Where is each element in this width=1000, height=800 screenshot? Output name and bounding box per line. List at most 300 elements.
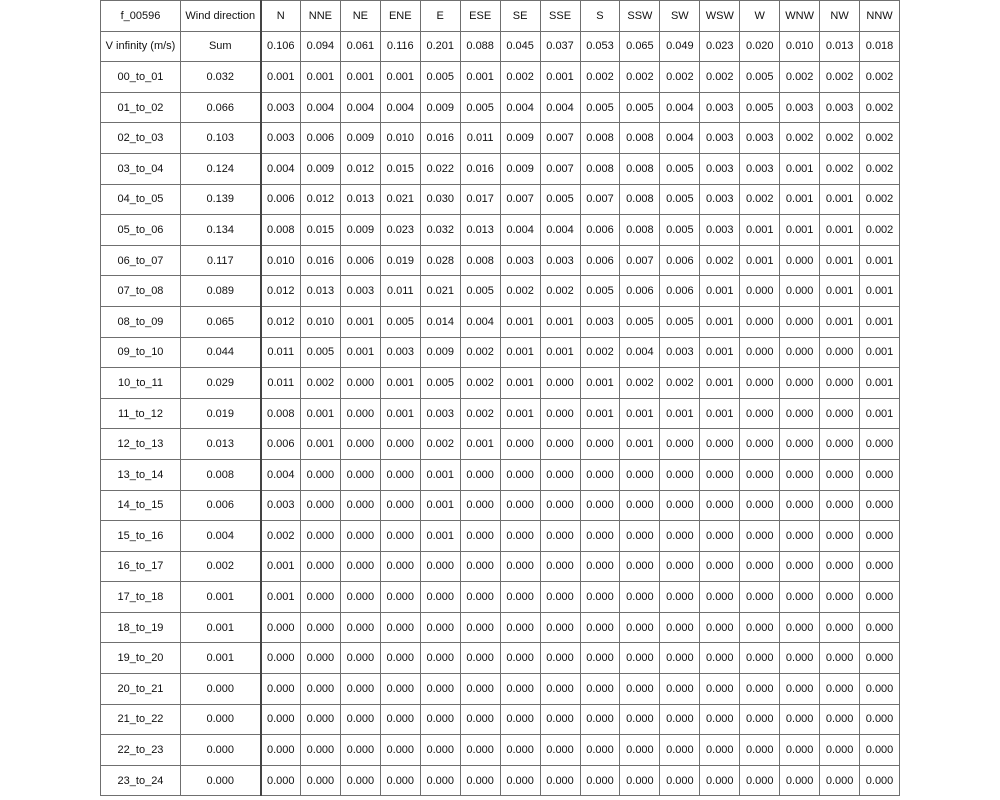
value-cell: 0.000 — [580, 490, 620, 521]
row-sum-cell: 0.001 — [181, 612, 261, 643]
speed-bin-cell: 01_to_02 — [101, 92, 181, 123]
value-cell: 0.000 — [500, 551, 540, 582]
row-sum-cell: 0.032 — [181, 62, 261, 93]
value-cell: 0.005 — [660, 153, 700, 184]
speed-bin-cell: 23_to_24 — [101, 765, 181, 796]
value-cell: 0.000 — [620, 735, 660, 766]
value-cell: 0.000 — [460, 674, 500, 705]
value-cell: 0.000 — [820, 398, 860, 429]
value-cell: 0.002 — [860, 62, 900, 93]
value-cell: 0.002 — [460, 368, 500, 399]
value-cell: 0.003 — [580, 306, 620, 337]
value-cell: 0.005 — [580, 92, 620, 123]
value-cell: 0.001 — [700, 337, 740, 368]
direction-total-cell: 0.053 — [580, 31, 620, 62]
value-cell: 0.005 — [620, 306, 660, 337]
value-cell: 0.000 — [340, 704, 380, 735]
value-cell: 0.000 — [780, 429, 820, 460]
direction-header-cell: E — [420, 1, 460, 32]
speed-bin-cell: 19_to_20 — [101, 643, 181, 674]
value-cell: 0.003 — [700, 92, 740, 123]
value-cell: 0.000 — [580, 674, 620, 705]
direction-total-cell: 0.013 — [820, 31, 860, 62]
value-cell: 0.003 — [340, 276, 380, 307]
value-cell: 0.000 — [820, 612, 860, 643]
speed-bin-cell: 09_to_10 — [101, 337, 181, 368]
value-cell: 0.001 — [860, 368, 900, 399]
value-cell: 0.000 — [340, 368, 380, 399]
table-row — [101, 337, 900, 368]
value-cell: 0.000 — [300, 459, 340, 490]
speed-bin-cell: 20_to_21 — [101, 674, 181, 705]
value-cell: 0.002 — [820, 62, 860, 93]
value-cell: 0.006 — [580, 215, 620, 246]
value-cell: 0.000 — [300, 735, 340, 766]
value-cell: 0.012 — [261, 306, 301, 337]
value-cell: 0.009 — [300, 153, 340, 184]
value-cell: 0.002 — [300, 368, 340, 399]
value-cell: 0.000 — [300, 551, 340, 582]
row-sum-cell: 0.044 — [181, 337, 261, 368]
value-cell: 0.000 — [540, 368, 580, 399]
value-cell: 0.003 — [500, 245, 540, 276]
direction-header-cell: S — [580, 1, 620, 32]
speed-bin-cell: 08_to_09 — [101, 306, 181, 337]
value-cell: 0.003 — [780, 92, 820, 123]
value-cell: 0.001 — [380, 398, 420, 429]
direction-total-cell: 0.116 — [380, 31, 420, 62]
value-cell: 0.005 — [740, 92, 780, 123]
value-cell: 0.005 — [300, 337, 340, 368]
table-row — [101, 521, 900, 552]
value-cell: 0.000 — [620, 459, 660, 490]
value-cell: 0.000 — [620, 674, 660, 705]
value-cell: 0.000 — [700, 704, 740, 735]
value-cell: 0.008 — [620, 123, 660, 154]
value-cell: 0.001 — [580, 398, 620, 429]
value-cell: 0.000 — [700, 582, 740, 613]
value-cell: 0.000 — [820, 337, 860, 368]
value-cell: 0.001 — [460, 429, 500, 460]
value-cell: 0.001 — [580, 368, 620, 399]
value-cell: 0.011 — [460, 123, 500, 154]
value-cell: 0.000 — [340, 735, 380, 766]
value-cell: 0.000 — [380, 643, 420, 674]
value-cell: 0.000 — [300, 582, 340, 613]
value-cell: 0.013 — [460, 215, 500, 246]
value-cell: 0.000 — [340, 429, 380, 460]
value-cell: 0.010 — [300, 306, 340, 337]
direction-header-cell: NNE — [300, 1, 340, 32]
table-row — [101, 123, 900, 154]
value-cell: 0.000 — [460, 765, 500, 796]
table-row — [101, 674, 900, 705]
table-row — [101, 306, 900, 337]
row-sum-cell: 0.124 — [181, 153, 261, 184]
value-cell: 0.000 — [660, 735, 700, 766]
value-cell: 0.000 — [340, 643, 380, 674]
value-cell: 0.000 — [380, 551, 420, 582]
table-row — [101, 643, 900, 674]
value-cell: 0.000 — [740, 398, 780, 429]
value-cell: 0.000 — [540, 765, 580, 796]
value-cell: 0.001 — [500, 306, 540, 337]
value-cell: 0.005 — [660, 184, 700, 215]
value-cell: 0.001 — [820, 306, 860, 337]
row-sum-cell: 0.008 — [181, 459, 261, 490]
value-cell: 0.000 — [340, 398, 380, 429]
value-cell: 0.000 — [380, 459, 420, 490]
value-cell: 0.003 — [261, 490, 301, 521]
value-cell: 0.014 — [420, 306, 460, 337]
value-cell: 0.000 — [540, 459, 580, 490]
value-cell: 0.000 — [660, 490, 700, 521]
value-cell: 0.000 — [460, 459, 500, 490]
direction-total-cell: 0.018 — [860, 31, 900, 62]
value-cell: 0.015 — [380, 153, 420, 184]
value-cell: 0.000 — [300, 704, 340, 735]
value-cell: 0.003 — [540, 245, 580, 276]
speed-bin-cell: 07_to_08 — [101, 276, 181, 307]
value-cell: 0.003 — [380, 337, 420, 368]
value-cell: 0.000 — [540, 398, 580, 429]
direction-header-cell: ENE — [380, 1, 420, 32]
value-cell: 0.000 — [780, 337, 820, 368]
value-cell: 0.002 — [620, 368, 660, 399]
speed-bin-cell: 16_to_17 — [101, 551, 181, 582]
value-cell: 0.002 — [261, 521, 301, 552]
table-row — [101, 92, 900, 123]
value-cell: 0.000 — [340, 551, 380, 582]
value-cell: 0.002 — [860, 123, 900, 154]
value-cell: 0.000 — [740, 276, 780, 307]
table-row — [101, 184, 900, 215]
value-cell: 0.000 — [540, 521, 580, 552]
value-cell: 0.000 — [700, 551, 740, 582]
value-cell: 0.002 — [580, 337, 620, 368]
value-cell: 0.000 — [700, 765, 740, 796]
value-cell: 0.000 — [660, 459, 700, 490]
row-sum-cell: 0.004 — [181, 521, 261, 552]
value-cell: 0.000 — [580, 704, 620, 735]
value-cell: 0.032 — [420, 215, 460, 246]
value-cell: 0.001 — [860, 245, 900, 276]
value-cell: 0.006 — [620, 276, 660, 307]
direction-total-cell: 0.106 — [261, 31, 301, 62]
direction-total-cell: 0.094 — [300, 31, 340, 62]
table-row — [101, 735, 900, 766]
value-cell: 0.000 — [700, 612, 740, 643]
value-cell: 0.001 — [261, 62, 301, 93]
speed-bin-cell: 06_to_07 — [101, 245, 181, 276]
row-sum-cell: 0.029 — [181, 368, 261, 399]
value-cell: 0.004 — [460, 306, 500, 337]
value-cell: 0.000 — [500, 765, 540, 796]
value-cell: 0.000 — [620, 765, 660, 796]
value-cell: 0.012 — [300, 184, 340, 215]
value-cell: 0.000 — [340, 521, 380, 552]
value-cell: 0.012 — [340, 153, 380, 184]
value-cell: 0.000 — [340, 674, 380, 705]
value-cell: 0.008 — [620, 215, 660, 246]
row-sum-cell: 0.002 — [181, 551, 261, 582]
value-cell: 0.008 — [580, 153, 620, 184]
value-cell: 0.003 — [700, 123, 740, 154]
table-row — [101, 429, 900, 460]
value-cell: 0.000 — [580, 429, 620, 460]
row-sum-cell: 0.103 — [181, 123, 261, 154]
value-cell: 0.000 — [420, 582, 460, 613]
direction-total-cell: 0.037 — [540, 31, 580, 62]
value-cell: 0.000 — [261, 704, 301, 735]
value-cell: 0.007 — [620, 245, 660, 276]
value-cell: 0.000 — [420, 612, 460, 643]
value-cell: 0.000 — [460, 704, 500, 735]
direction-total-cell: 0.023 — [700, 31, 740, 62]
value-cell: 0.001 — [780, 184, 820, 215]
value-cell: 0.000 — [580, 551, 620, 582]
value-cell: 0.001 — [420, 490, 460, 521]
value-cell: 0.001 — [660, 398, 700, 429]
table-row — [101, 459, 900, 490]
speed-bin-cell: 21_to_22 — [101, 704, 181, 735]
value-cell: 0.000 — [740, 704, 780, 735]
speed-bin-cell: 13_to_14 — [101, 459, 181, 490]
value-cell: 0.000 — [540, 643, 580, 674]
value-cell: 0.000 — [460, 612, 500, 643]
value-cell: 0.000 — [820, 551, 860, 582]
value-cell: 0.000 — [380, 704, 420, 735]
value-cell: 0.000 — [380, 765, 420, 796]
value-cell: 0.004 — [340, 92, 380, 123]
value-cell: 0.000 — [700, 643, 740, 674]
value-cell: 0.002 — [500, 276, 540, 307]
value-cell: 0.000 — [860, 612, 900, 643]
value-cell: 0.006 — [261, 429, 301, 460]
speed-bin-cell: 12_to_13 — [101, 429, 181, 460]
value-cell: 0.000 — [340, 582, 380, 613]
value-cell: 0.000 — [620, 490, 660, 521]
value-cell: 0.001 — [300, 62, 340, 93]
value-cell: 0.004 — [540, 215, 580, 246]
wind-frequency-table — [100, 0, 900, 796]
value-cell: 0.000 — [500, 490, 540, 521]
value-cell: 0.003 — [261, 123, 301, 154]
value-cell: 0.002 — [780, 123, 820, 154]
value-cell: 0.004 — [261, 459, 301, 490]
value-cell: 0.000 — [780, 306, 820, 337]
value-cell: 0.000 — [420, 674, 460, 705]
table-row — [101, 704, 900, 735]
value-cell: 0.000 — [540, 674, 580, 705]
value-cell: 0.004 — [540, 92, 580, 123]
value-cell: 0.001 — [860, 398, 900, 429]
value-cell: 0.021 — [420, 276, 460, 307]
value-cell: 0.001 — [780, 215, 820, 246]
direction-header-cell: NW — [820, 1, 860, 32]
value-cell: 0.002 — [860, 153, 900, 184]
value-cell: 0.001 — [380, 62, 420, 93]
value-cell: 0.001 — [460, 62, 500, 93]
table-row — [101, 276, 900, 307]
row-sum-cell: 0.065 — [181, 306, 261, 337]
value-cell: 0.003 — [261, 92, 301, 123]
direction-total-cell: 0.061 — [340, 31, 380, 62]
value-cell: 0.001 — [540, 62, 580, 93]
value-cell: 0.005 — [460, 276, 500, 307]
value-cell: 0.002 — [820, 123, 860, 154]
value-cell: 0.000 — [740, 490, 780, 521]
direction-total-cell: 0.045 — [500, 31, 540, 62]
direction-header-cell: ESE — [460, 1, 500, 32]
value-cell: 0.000 — [540, 582, 580, 613]
value-cell: 0.000 — [340, 612, 380, 643]
value-cell: 0.002 — [660, 368, 700, 399]
table-row — [101, 245, 900, 276]
value-cell: 0.003 — [700, 215, 740, 246]
value-cell: 0.000 — [780, 582, 820, 613]
value-cell: 0.000 — [740, 765, 780, 796]
value-cell: 0.009 — [340, 123, 380, 154]
value-cell: 0.000 — [860, 704, 900, 735]
value-cell: 0.000 — [580, 521, 620, 552]
value-cell: 0.028 — [420, 245, 460, 276]
value-cell: 0.009 — [340, 215, 380, 246]
value-cell: 0.000 — [820, 704, 860, 735]
value-cell: 0.000 — [700, 490, 740, 521]
row-sum-cell: 0.000 — [181, 735, 261, 766]
value-cell: 0.013 — [340, 184, 380, 215]
value-cell: 0.000 — [660, 704, 700, 735]
value-cell: 0.010 — [261, 245, 301, 276]
value-cell: 0.000 — [580, 459, 620, 490]
value-cell: 0.011 — [261, 368, 301, 399]
value-cell: 0.004 — [380, 92, 420, 123]
direction-total-cell: 0.020 — [740, 31, 780, 62]
value-cell: 0.000 — [820, 521, 860, 552]
value-cell: 0.001 — [820, 215, 860, 246]
table-row — [101, 62, 900, 93]
value-cell: 0.016 — [460, 153, 500, 184]
value-cell: 0.000 — [660, 765, 700, 796]
row-sum-cell: 0.066 — [181, 92, 261, 123]
value-cell: 0.000 — [261, 674, 301, 705]
value-cell: 0.000 — [660, 429, 700, 460]
row-sum-cell: 0.134 — [181, 215, 261, 246]
value-cell: 0.000 — [660, 643, 700, 674]
value-cell: 0.000 — [740, 429, 780, 460]
table-row — [101, 215, 900, 246]
value-cell: 0.001 — [700, 306, 740, 337]
value-cell: 0.000 — [540, 551, 580, 582]
speed-label: V infinity (m/s) — [101, 31, 181, 62]
value-cell: 0.001 — [700, 368, 740, 399]
value-cell: 0.000 — [340, 765, 380, 796]
value-cell: 0.004 — [660, 92, 700, 123]
value-cell: 0.002 — [420, 429, 460, 460]
value-cell: 0.015 — [300, 215, 340, 246]
value-cell: 0.000 — [780, 398, 820, 429]
value-cell: 0.001 — [300, 429, 340, 460]
row-sum-cell: 0.000 — [181, 674, 261, 705]
value-cell: 0.000 — [380, 735, 420, 766]
value-cell: 0.000 — [820, 368, 860, 399]
value-cell: 0.012 — [261, 276, 301, 307]
value-cell: 0.000 — [620, 521, 660, 552]
value-cell: 0.000 — [580, 765, 620, 796]
row-sum-cell: 0.000 — [181, 765, 261, 796]
value-cell: 0.000 — [420, 551, 460, 582]
value-cell: 0.000 — [580, 735, 620, 766]
row-sum-cell: 0.001 — [181, 643, 261, 674]
value-cell: 0.003 — [700, 184, 740, 215]
value-cell: 0.000 — [860, 551, 900, 582]
value-cell: 0.001 — [340, 337, 380, 368]
value-cell: 0.003 — [420, 398, 460, 429]
value-cell: 0.009 — [500, 153, 540, 184]
speed-bin-cell: 17_to_18 — [101, 582, 181, 613]
value-cell: 0.000 — [860, 429, 900, 460]
value-cell: 0.006 — [660, 276, 700, 307]
value-cell: 0.001 — [700, 398, 740, 429]
value-cell: 0.000 — [420, 643, 460, 674]
value-cell: 0.000 — [740, 337, 780, 368]
speed-bin-cell: 15_to_16 — [101, 521, 181, 552]
value-cell: 0.001 — [500, 368, 540, 399]
speed-bin-cell: 05_to_06 — [101, 215, 181, 246]
value-cell: 0.005 — [580, 276, 620, 307]
value-cell: 0.000 — [380, 490, 420, 521]
direction-total-cell: 0.065 — [620, 31, 660, 62]
value-cell: 0.000 — [540, 735, 580, 766]
speed-bin-cell: 22_to_23 — [101, 735, 181, 766]
value-cell: 0.000 — [700, 459, 740, 490]
value-cell: 0.001 — [340, 62, 380, 93]
direction-header-cell: WNW — [780, 1, 820, 32]
value-cell: 0.000 — [580, 582, 620, 613]
row-sum-cell: 0.139 — [181, 184, 261, 215]
value-cell: 0.000 — [820, 765, 860, 796]
value-cell: 0.000 — [300, 765, 340, 796]
value-cell: 0.016 — [300, 245, 340, 276]
value-cell: 0.000 — [660, 521, 700, 552]
table-row — [101, 490, 900, 521]
value-cell: 0.008 — [261, 215, 301, 246]
value-cell: 0.000 — [460, 551, 500, 582]
value-cell: 0.000 — [540, 704, 580, 735]
value-cell: 0.001 — [500, 337, 540, 368]
value-cell: 0.000 — [500, 429, 540, 460]
value-cell: 0.011 — [261, 337, 301, 368]
value-cell: 0.001 — [820, 245, 860, 276]
value-cell: 0.000 — [780, 643, 820, 674]
value-cell: 0.000 — [820, 735, 860, 766]
value-cell: 0.001 — [420, 521, 460, 552]
value-cell: 0.000 — [700, 735, 740, 766]
value-cell: 0.002 — [860, 215, 900, 246]
value-cell: 0.000 — [660, 674, 700, 705]
value-cell: 0.008 — [620, 153, 660, 184]
value-cell: 0.000 — [740, 551, 780, 582]
value-cell: 0.000 — [620, 612, 660, 643]
value-cell: 0.000 — [860, 521, 900, 552]
value-cell: 0.000 — [740, 735, 780, 766]
value-cell: 0.000 — [300, 521, 340, 552]
value-cell: 0.000 — [420, 765, 460, 796]
value-cell: 0.009 — [420, 337, 460, 368]
value-cell: 0.005 — [540, 184, 580, 215]
value-cell: 0.000 — [540, 612, 580, 643]
